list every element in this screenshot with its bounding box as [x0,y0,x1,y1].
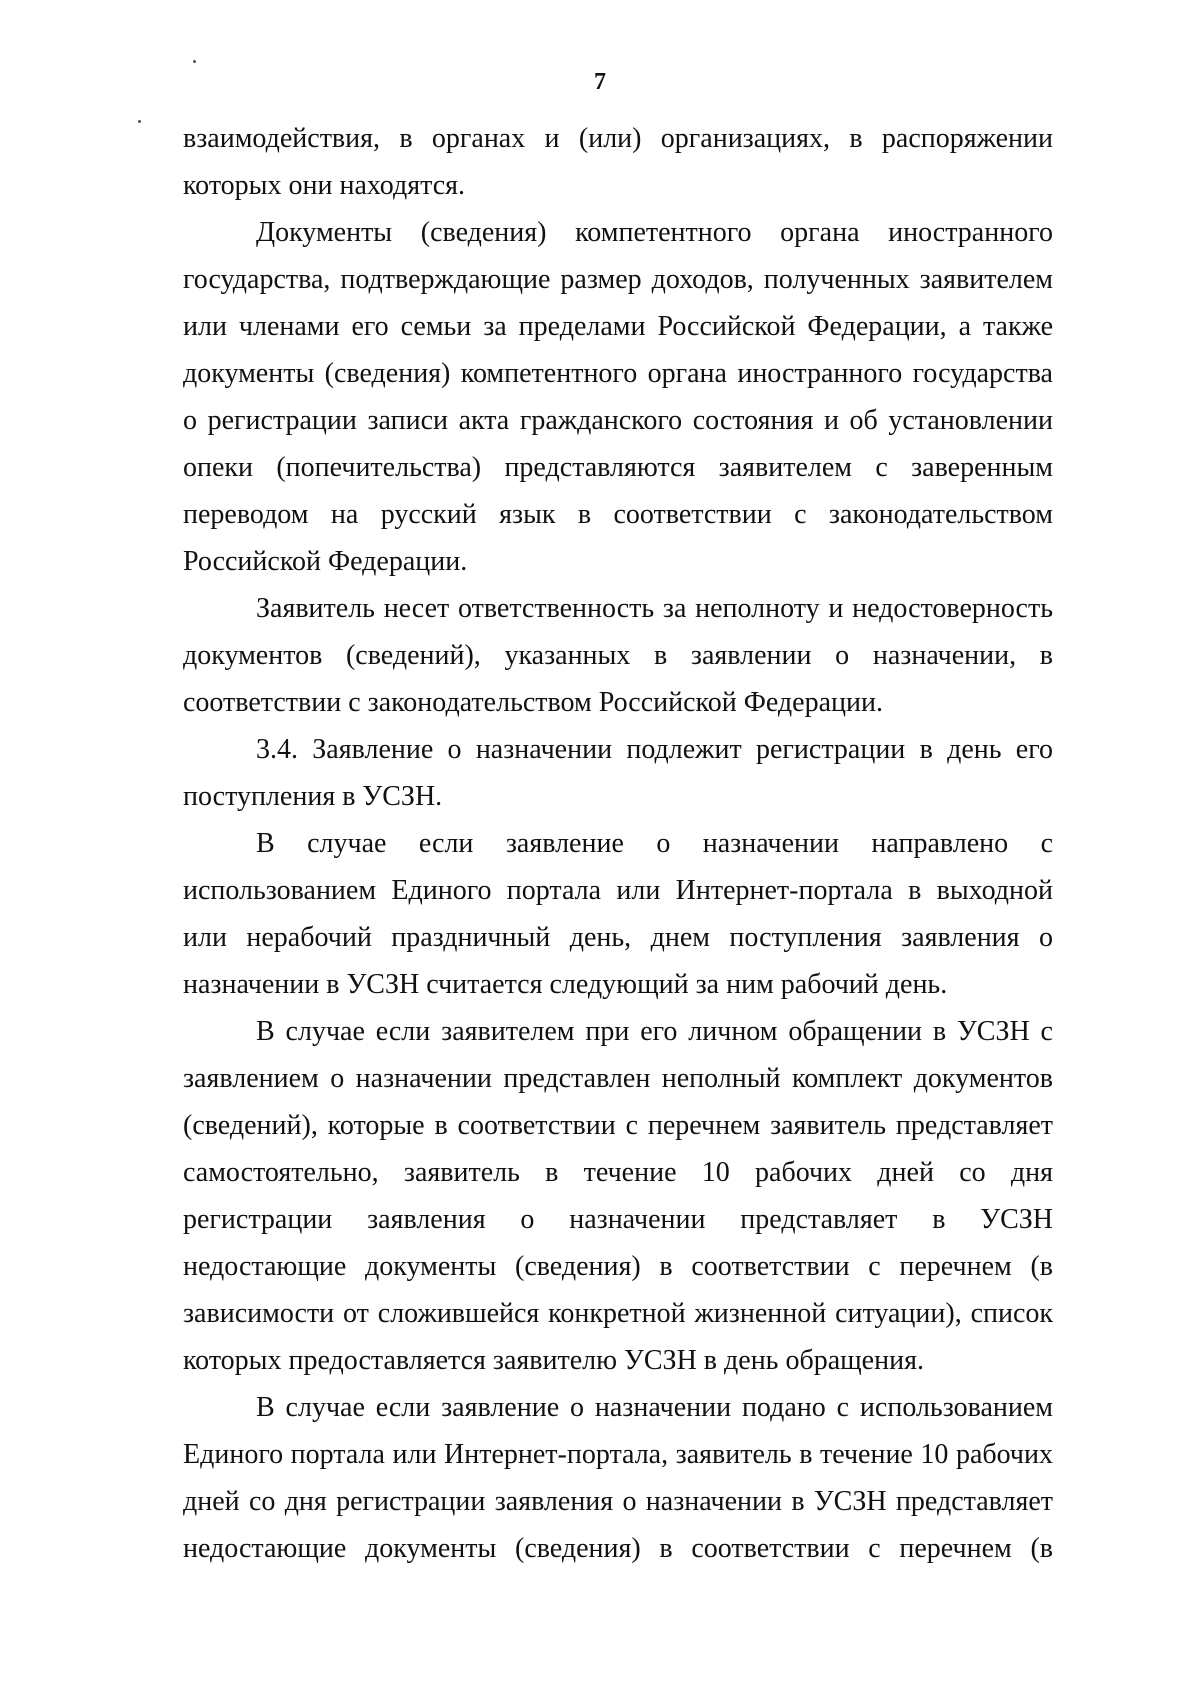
paragraph: В случае если заявление о назначении направлено с использованием Единого портала или Интернет-портала в выходной или нерабочий праздничный день, днем поступления заявления о назначении в УСЗН считается следующий за ним рабочий день. [183,828,1053,1000]
scan-speck [193,60,196,63]
paragraph: Документы (сведения) компетентного органа иностранного государства, подтверждающие размер доходов, полученных заявителем или членами его семьи за пределами Российской Федерации, а также документы (сведения) компетентного органа иностранного государства о регистрации записи акта гражданского состояния и об установлении опеки (попечительства) представляются заявителем с заверенным переводом на русский язык в соответствии с законодательством Российской Федерации. [183,217,1053,577]
paragraph: Заявитель несет ответственность за неполноту и недостоверность документов (сведений), указанных в заявлении о назначении, в соответствии с законодательством Российской Федерации. [183,593,1053,718]
scan-speck [138,120,141,123]
paragraph: В случае если заявителем при его личном обращении в УСЗН с заявлением о назначении представлен неполный комплект документов (сведений), которые в соответствии с перечнем заявитель представляет самостоятельно, заявитель в течение 10 рабочих дней со дня регистрации заявления о назначении представляет в УСЗН недостающие документы (сведения) в соответствии с перечнем (в зависимости от сложившейся конкретной жизненной ситуации), список которых предоставляется заявителю УСЗН в день обращения. [183,1016,1053,1376]
paragraph: взаимодействия, в органах и (или) организациях, в распоряжении которых они находятся. [183,123,1053,201]
body-text [183,115,1053,1572]
page-number: 7 [594,69,606,95]
paragraph: 3.4. Заявление о назначении подлежит регистрации в день его поступления в УСЗН. [183,734,1053,812]
paragraph: В случае если заявление о назначении подано с использованием Единого портала или Интернет-портала, заявитель в течение 10 рабочих дней со дня регистрации заявления о назначении в УСЗН представляет недостающие документы (сведения) в соответствии с перечнем (в [183,1392,1053,1564]
